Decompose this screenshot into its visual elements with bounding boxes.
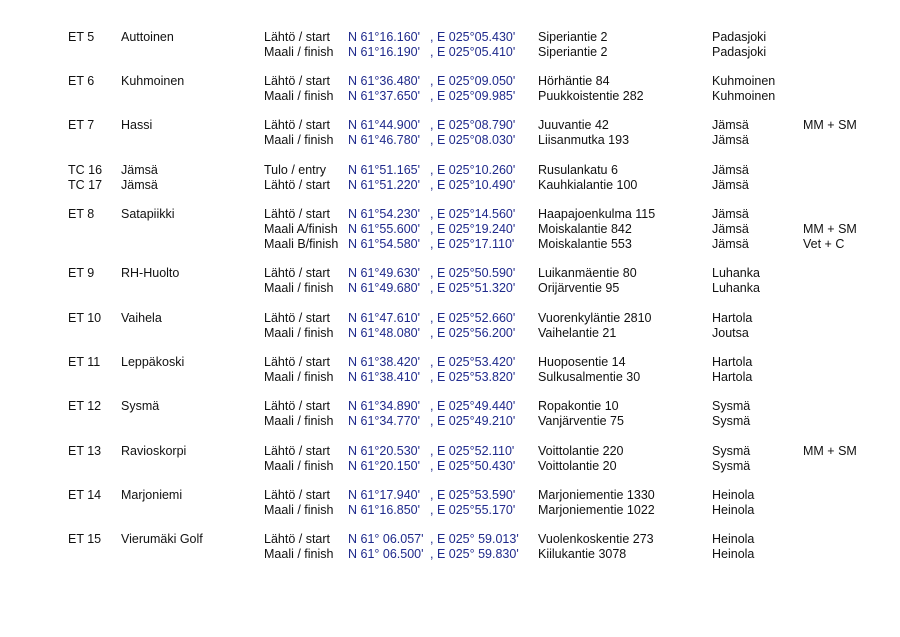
town: Luhanka [712, 266, 760, 280]
stage-name: RH-Huolto [121, 266, 180, 280]
latitude: N 61°54.230' [348, 207, 421, 221]
longitude: , E 025°50.430' [430, 459, 516, 473]
longitude: , E 025°50.590' [430, 266, 516, 280]
town: Heinola [712, 547, 755, 561]
control-type: Maali / finish [264, 326, 334, 340]
latitude: N 61° 06.057' [348, 532, 424, 546]
stage-code: ET 14 [68, 488, 102, 502]
street-address: Luikanmäentie 80 [538, 266, 637, 280]
longitude: , E 025°17.110' [430, 237, 515, 251]
control-type: Maali / finish [264, 414, 334, 428]
latitude: N 61° 06.500' [348, 547, 424, 561]
control-type: Lähtö / start [264, 74, 331, 88]
stage-code: TC 17 [68, 178, 103, 192]
latitude: N 61°51.165' [348, 163, 421, 177]
town: Jämsä [712, 222, 749, 236]
street-address: Huoposentie 14 [538, 355, 626, 369]
table-row [0, 163, 900, 178]
control-type: Maali / finish [264, 281, 334, 295]
longitude: , E 025°09.985' [430, 89, 516, 103]
latitude: N 61°38.410' [348, 370, 421, 384]
table-row [0, 488, 900, 503]
control-type: Maali / finish [264, 45, 334, 59]
control-type: Lähtö / start [264, 118, 331, 132]
latitude: N 61°51.220' [348, 178, 421, 192]
control-type: Lähtö / start [264, 207, 331, 221]
street-address: Vuorenkyläntie 2810 [538, 311, 652, 325]
longitude: , E 025°49.210' [430, 414, 516, 428]
town: Heinola [712, 503, 755, 517]
stage-code: TC 16 [68, 163, 103, 177]
stage-name: Hassi [121, 118, 153, 132]
control-type: Lähtö / start [264, 355, 331, 369]
latitude: N 61°36.480' [348, 74, 421, 88]
longitude: , E 025°05.410' [430, 45, 516, 59]
latitude: N 61°44.900' [348, 118, 421, 132]
control-type: Tulo / entry [264, 163, 327, 177]
class-note: MM + SM [803, 222, 857, 236]
street-address: Voittolantie 20 [538, 459, 617, 473]
town: Heinola [712, 532, 755, 546]
street-address: Ropakontie 10 [538, 399, 619, 413]
town: Padasjoki [712, 45, 767, 59]
town: Sysmä [712, 459, 751, 473]
latitude: N 61°46.780' [348, 133, 421, 147]
town: Jämsä [712, 207, 749, 221]
street-address: Puukkoistentie 282 [538, 89, 644, 103]
street-address: Vuolenkoskentie 273 [538, 532, 654, 546]
town: Jämsä [712, 163, 749, 177]
latitude: N 61°38.420' [348, 355, 421, 369]
town: Kuhmoinen [712, 74, 776, 88]
table-row [0, 266, 900, 281]
class-note: Vet + C [803, 237, 845, 251]
control-type: Maali / finish [264, 503, 334, 517]
control-type: Lähtö / start [264, 444, 331, 458]
latitude: N 61°47.610' [348, 311, 421, 325]
stage-code: ET 13 [68, 444, 102, 458]
table-row [0, 355, 900, 370]
longitude: , E 025°49.440' [430, 399, 516, 413]
stage-code: ET 12 [68, 399, 102, 413]
latitude: N 61°49.680' [348, 281, 421, 295]
town: Luhanka [712, 281, 760, 295]
table-row [0, 207, 900, 222]
latitude: N 61°55.600' [348, 222, 421, 236]
table-row [0, 281, 900, 296]
stage-name: Satapiikki [121, 207, 175, 221]
stage-name: Leppäkoski [121, 355, 185, 369]
street-address: Orijärventie 95 [538, 281, 620, 295]
control-type: Maali / finish [264, 89, 334, 103]
stage-code: ET 6 [68, 74, 95, 88]
stage-code: ET 9 [68, 266, 95, 280]
street-address: Liisanmutka 193 [538, 133, 630, 147]
stage-name: Kuhmoinen [121, 74, 185, 88]
town: Jämsä [712, 178, 749, 192]
longitude: , E 025°55.170' [430, 503, 516, 517]
town: Kuhmoinen [712, 89, 776, 103]
stage-name: Vaihela [121, 311, 162, 325]
control-type: Lähtö / start [264, 488, 331, 502]
latitude: N 61°17.940' [348, 488, 421, 502]
latitude: N 61°48.080' [348, 326, 421, 340]
table-row [0, 399, 900, 414]
latitude: N 61°34.770' [348, 414, 421, 428]
longitude: , E 025°05.430' [430, 30, 516, 44]
table-row [0, 118, 900, 133]
latitude: N 61°54.580' [348, 237, 421, 251]
stage-name: Auttoinen [121, 30, 174, 44]
longitude: , E 025°53.820' [430, 370, 516, 384]
town: Sysmä [712, 399, 751, 413]
table-row [0, 311, 900, 326]
control-type: Maali / finish [264, 459, 334, 473]
control-type: Lähtö / start [264, 178, 331, 192]
stage-code: ET 7 [68, 118, 95, 132]
latitude: N 61°20.150' [348, 459, 421, 473]
control-type: Maali A/finish [264, 222, 338, 236]
town: Sysmä [712, 444, 751, 458]
stage-code: ET 8 [68, 207, 95, 221]
street-address: Siperiantie 2 [538, 30, 608, 44]
street-address: Marjoniementie 1022 [538, 503, 655, 517]
table-row [0, 133, 900, 148]
table-row [0, 370, 900, 385]
town: Jämsä [712, 133, 749, 147]
town: Joutsa [712, 326, 749, 340]
latitude: N 61°16.160' [348, 30, 421, 44]
table-row [0, 237, 900, 252]
control-type: Maali / finish [264, 370, 334, 384]
longitude: , E 025°14.560' [430, 207, 516, 221]
stage-name: Jämsä [121, 163, 158, 177]
table-row [0, 222, 900, 237]
stage-name: Vierumäki Golf [121, 532, 203, 546]
table-row [0, 89, 900, 104]
table-row [0, 444, 900, 459]
table-row [0, 414, 900, 429]
street-address: Haapajoenkulma 115 [538, 207, 656, 221]
stage-name: Sysmä [121, 399, 160, 413]
street-address: Rusulankatu 6 [538, 163, 618, 177]
control-type: Lähtö / start [264, 30, 331, 44]
town: Hartola [712, 355, 753, 369]
control-type: Lähtö / start [264, 266, 331, 280]
town: Jämsä [712, 237, 749, 251]
table-row [0, 30, 900, 45]
stage-code: ET 10 [68, 311, 102, 325]
control-type: Maali / finish [264, 547, 334, 561]
street-address: Marjoniementie 1330 [538, 488, 655, 502]
street-address: Kauhkialantie 100 [538, 178, 638, 192]
longitude: , E 025° 59.830' [430, 547, 519, 561]
latitude: N 61°16.850' [348, 503, 421, 517]
control-type: Lähtö / start [264, 311, 331, 325]
longitude: , E 025°10.490' [430, 178, 516, 192]
latitude: N 61°49.630' [348, 266, 421, 280]
stage-name: Jämsä [121, 178, 158, 192]
table-row [0, 326, 900, 341]
street-address: Vanjärventie 75 [538, 414, 624, 428]
control-type: Maali / finish [264, 133, 334, 147]
town: Hartola [712, 311, 753, 325]
control-type: Maali B/finish [264, 237, 339, 251]
town: Padasjoki [712, 30, 767, 44]
longitude: , E 025° 59.013' [430, 532, 519, 546]
stage-name: Marjoniemi [121, 488, 183, 502]
town: Sysmä [712, 414, 751, 428]
street-address: Juuvantie 42 [538, 118, 609, 132]
stage-code: ET 5 [68, 30, 95, 44]
longitude: , E 025°08.790' [430, 118, 516, 132]
table-row [0, 45, 900, 60]
stage-code: ET 15 [68, 532, 102, 546]
latitude: N 61°16.190' [348, 45, 421, 59]
longitude: , E 025°56.200' [430, 326, 516, 340]
table-row [0, 547, 900, 562]
stage-name: Ravioskorpi [121, 444, 187, 458]
table-row [0, 74, 900, 89]
street-address: Moiskalantie 842 [538, 222, 632, 236]
table-row [0, 503, 900, 518]
longitude: , E 025°52.110' [430, 444, 515, 458]
table-row [0, 459, 900, 474]
class-note: MM + SM [803, 118, 857, 132]
longitude: , E 025°10.260' [430, 163, 516, 177]
table-row [0, 178, 900, 193]
longitude: , E 025°52.660' [430, 311, 516, 325]
street-address: Moiskalantie 553 [538, 237, 632, 251]
longitude: , E 025°53.420' [430, 355, 516, 369]
control-type: Lähtö / start [264, 532, 331, 546]
street-address: Kiilukantie 3078 [538, 547, 627, 561]
town: Hartola [712, 370, 753, 384]
street-address: Hörhäntie 84 [538, 74, 610, 88]
longitude: , E 025°53.590' [430, 488, 516, 502]
table-row [0, 532, 900, 547]
latitude: N 61°20.530' [348, 444, 421, 458]
longitude: , E 025°08.030' [430, 133, 516, 147]
stage-code: ET 11 [68, 355, 101, 369]
town: Jämsä [712, 118, 749, 132]
town: Heinola [712, 488, 755, 502]
latitude: N 61°34.890' [348, 399, 421, 413]
latitude: N 61°37.650' [348, 89, 421, 103]
longitude: , E 025°09.050' [430, 74, 516, 88]
street-address: Voittolantie 220 [538, 444, 624, 458]
longitude: , E 025°51.320' [430, 281, 516, 295]
street-address: Siperiantie 2 [538, 45, 608, 59]
street-address: Vaihelantie 21 [538, 326, 617, 340]
control-type: Lähtö / start [264, 399, 331, 413]
street-address: Sulkusalmentie 30 [538, 370, 641, 384]
class-note: MM + SM [803, 444, 857, 458]
longitude: , E 025°19.240' [430, 222, 516, 236]
